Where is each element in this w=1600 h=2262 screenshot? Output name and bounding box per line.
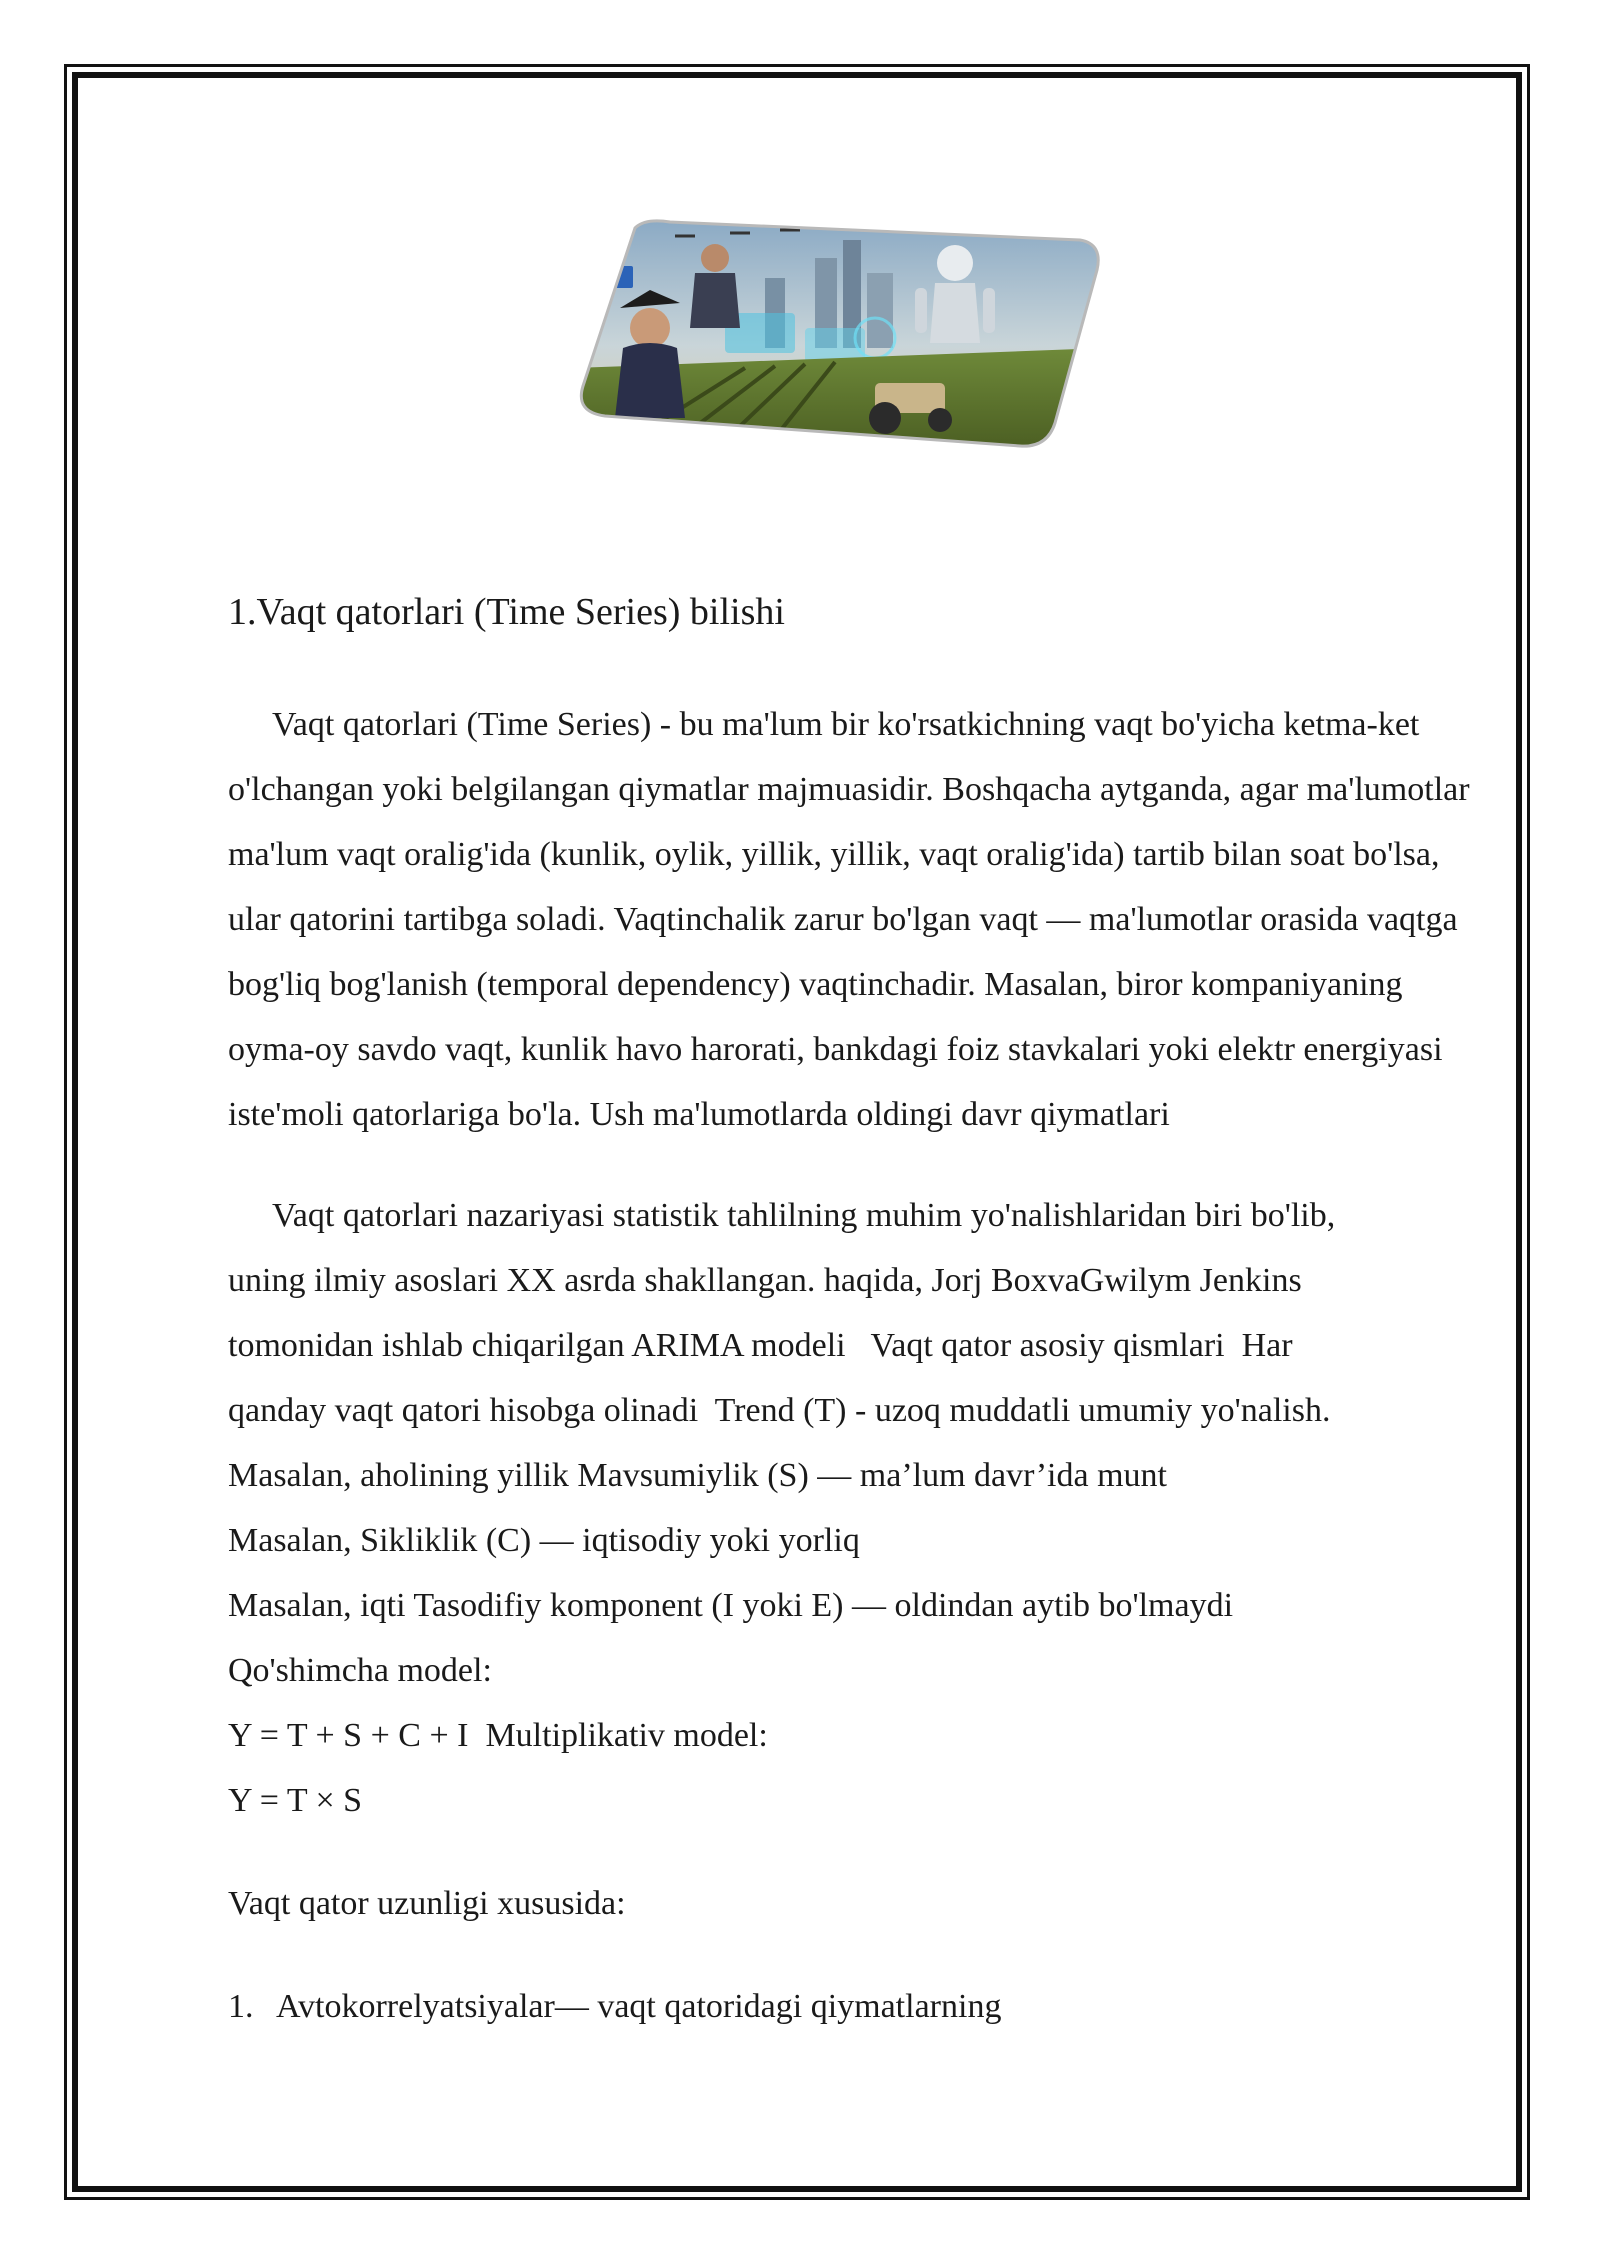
paragraph-theory bbox=[228, 1183, 1478, 1833]
text-line: tomonidan ishlab chiqarilgan ARIMA modeli Vaqt qator asosiy qismlari Har bbox=[228, 1326, 1293, 1364]
text-line: Qo'shimcha model: bbox=[228, 1651, 492, 1689]
ai-agriculture-illustration bbox=[575, 218, 1105, 450]
text-line: Masalan, iqti Tasodifiy komponent (I yoki E) — oldindan aytib bo'lmaydi bbox=[228, 1586, 1234, 1624]
list-text: Avtokorrelyatsiyalar— vaqt qatoridagi qiymatlarning bbox=[276, 1987, 1002, 2025]
section-heading: 1.Vaqt qatorlari (Time Series) bilishi bbox=[228, 591, 785, 633]
text-line: Masalan, Sikliklik (C) — iqtisodiy yoki yorliq bbox=[228, 1521, 860, 1559]
formula-additive: Y = T + S + C + I Multiplikativ model: bbox=[228, 1716, 768, 1754]
paragraph-length: Vaqt qator uzunligi xususida: bbox=[228, 1884, 626, 1922]
text-line: Masalan, aholining yillik Mavsumiylik (S) — ma’lum davr’ida munt bbox=[228, 1456, 1167, 1494]
list-item bbox=[228, 1974, 1478, 2039]
text-line: uning ilmiy asoslari XX asrda shakllangan. haqida, Jorj BoxvaGwilym Jenkins bbox=[228, 1261, 1302, 1299]
list-number: 1. bbox=[228, 1987, 254, 2025]
formula-multiplicative: Y = T × S bbox=[228, 1781, 363, 1819]
paragraph-intro: Vaqt qatorlari (Time Series) - bu ma'lum bir ko'rsatkichning vaqt bo'yicha ketma-ket o'lchangan yoki belgilangan qiymatlar majmuasidir. Boshqacha aytganda, agar ma'lumotlar ma'lum vaqt oralig'ida (kunlik, oylik, yillik, yillik, vaqt oralig'ida) tartib bilan soat bo'lsa, ular qatorini tartibga soladi. Vaqtinchalik zarur bo'lgan vaqt — ma'lumotlar orasida vaqtga bog'liq bog'lanish (temporal dependency) vaqtinchadir. Masalan, biror kompaniyaning oyma-oy savdo vaqt, kunlik havo harorati, bankdagi foiz stavkalari yoki elektr energiyasi iste'moli qatorlariga bo'la. Ush ma'lumotlarda oldingi davr qiymatlari bbox=[228, 705, 1470, 1133]
text-line: qanday vaqt qatori hisobga olinadi Trend (T) - uzoq muddatli umumiy yo'nalish. bbox=[228, 1391, 1331, 1429]
text-line: Vaqt qatorlari nazariyasi statistik tahlilning muhim yo'nalishlaridan biri bo'lib, bbox=[272, 1196, 1336, 1234]
document-body bbox=[228, 590, 1478, 2039]
